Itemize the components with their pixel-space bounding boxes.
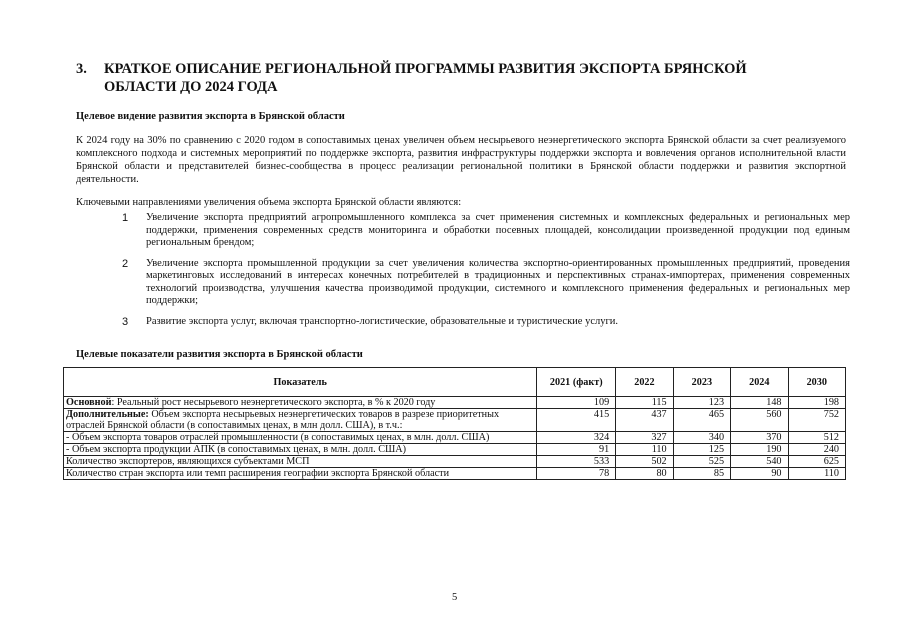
indicator-text: Объем экспорта несырьевых неэнергетических товаров в разрезе приоритетных отраслей Брянской области (в сопоставимых ценах, в млн долл. США), в т.ч.: bbox=[66, 409, 500, 431]
value-cell: 752 bbox=[788, 409, 846, 432]
table-row bbox=[64, 468, 846, 480]
list-item-text: Увеличение экспорта промышленной продукции за счет увеличения количества экспортно-ориентированных промышленных предприятий, проведения маркетинговых исследований в интересах конечных потребителей в традиционных и перспективных странах-импортерах, применения современных технологий производства, улучшения качества производимой продукции, системного и комплексного применения федеральных и региональных мер поддержки; bbox=[146, 257, 850, 306]
table-row bbox=[64, 432, 846, 444]
indicator-cell bbox=[64, 456, 537, 468]
list-item bbox=[122, 212, 850, 250]
value-cell: 437 bbox=[616, 409, 673, 432]
list-item-number: 2 bbox=[122, 257, 129, 270]
page-number: 5 bbox=[452, 592, 458, 603]
vision-heading: Целевое видение развития экспорта в Брянской области bbox=[76, 111, 345, 122]
value-cell: 370 bbox=[731, 432, 788, 444]
table-header-row bbox=[64, 368, 846, 397]
value-cell: 625 bbox=[788, 456, 846, 468]
indicator-text: Количество экспортеров, являющихся субъектами МСП bbox=[66, 456, 310, 467]
value-cell: 540 bbox=[731, 456, 788, 468]
indicators-heading: Целевые показатели развития экспорта в Брянской области bbox=[76, 349, 363, 360]
value-cell: 502 bbox=[616, 456, 673, 468]
vision-paragraph-text: К 2024 году на 30% по сравнению с 2020 годом в сопоставимых ценах увеличен объем несырьевого неэнергетического экспорта Брянской области за счет реализуемого комплексного подхода и системных мероприятий по поддержке экспорта, развития инфраструктуры поддержки экспорта и вовлечения органов исполнительной власти Брянской области и представителей бизнес-сообщества в процесс реализации региональной политики в Брянской области поддержки и развития экспортной деятельности. bbox=[76, 135, 846, 185]
indicator-cell bbox=[64, 468, 537, 480]
indicator-cell bbox=[64, 409, 537, 432]
value-cell: 80 bbox=[616, 468, 673, 480]
value-cell: 110 bbox=[616, 444, 673, 456]
indicator-cell bbox=[64, 432, 537, 444]
list-item-number: 1 bbox=[122, 212, 129, 224]
column-header: 2030 bbox=[788, 368, 846, 397]
value-cell: 125 bbox=[673, 444, 730, 456]
value-cell: 90 bbox=[731, 468, 788, 480]
value-cell: 340 bbox=[673, 432, 730, 444]
indicator-label: Дополнительные: bbox=[66, 409, 149, 420]
indicator-label: Основной bbox=[66, 397, 112, 408]
column-header: 2023 bbox=[673, 368, 730, 397]
vision-paragraph bbox=[76, 134, 846, 186]
indicator-text: Количество стран экспорта или темп расширения географии экспорта Брянской области bbox=[66, 468, 450, 479]
indicator-text: - Объем экспорта продукции АПК (в сопоставимых ценах, в млн. долл. США) bbox=[66, 444, 407, 455]
list-item bbox=[122, 258, 850, 308]
value-cell: 198 bbox=[788, 397, 846, 409]
indicator-cell bbox=[64, 397, 537, 409]
value-cell: 109 bbox=[537, 397, 616, 409]
value-cell: 78 bbox=[537, 468, 616, 480]
indicator-cell bbox=[64, 444, 537, 456]
column-header: 2024 bbox=[731, 368, 788, 397]
table-row bbox=[64, 444, 846, 456]
directions-list bbox=[122, 212, 850, 336]
value-cell: 525 bbox=[673, 456, 730, 468]
directions-lead: Ключевыми направлениями увеличения объема экспорта Брянской области являются: bbox=[76, 197, 462, 208]
list-item-text: Увеличение экспорта предприятий агропромышленного комплекса за счет применения системных и комплексных федеральных и региональных мер поддержки, применения современных средств мониторинга и обработки посевных площадей, консолидации произведенной продукции под единым региональным брендом; bbox=[146, 212, 850, 248]
value-cell: 324 bbox=[537, 432, 616, 444]
table-row bbox=[64, 397, 846, 409]
value-cell: 327 bbox=[616, 432, 673, 444]
indicators-table bbox=[63, 367, 846, 480]
value-cell: 560 bbox=[731, 409, 788, 432]
value-cell: 91 bbox=[537, 444, 616, 456]
column-header: 2022 bbox=[616, 368, 673, 397]
value-cell: 512 bbox=[788, 432, 846, 444]
value-cell: 190 bbox=[731, 444, 788, 456]
table-row bbox=[64, 409, 846, 432]
list-item bbox=[122, 316, 850, 329]
section-number: 3. bbox=[76, 61, 87, 77]
value-cell: 533 bbox=[537, 456, 616, 468]
value-cell: 415 bbox=[537, 409, 616, 432]
indicator-text: - Объем экспорта товаров отраслей промышленности (в сопоставимых ценах, в млн. долл. США) bbox=[66, 432, 490, 443]
table-row bbox=[64, 456, 846, 468]
column-header: Показатель bbox=[64, 368, 537, 397]
section-heading bbox=[76, 60, 806, 96]
value-cell: 240 bbox=[788, 444, 846, 456]
value-cell: 465 bbox=[673, 409, 730, 432]
value-cell: 123 bbox=[673, 397, 730, 409]
indicator-text: : Реальный рост несырьевого неэнергетического экспорта, в % к 2020 году bbox=[111, 397, 436, 408]
value-cell: 85 bbox=[673, 468, 730, 480]
list-item-number: 3 bbox=[122, 315, 129, 328]
column-header: 2021 (факт) bbox=[537, 368, 616, 397]
value-cell: 110 bbox=[788, 468, 846, 480]
value-cell: 115 bbox=[616, 397, 673, 409]
list-item-text: Развитие экспорта услуг, включая транспортно-логистические, образовательные и туристические услуги. bbox=[146, 315, 619, 327]
value-cell: 148 bbox=[731, 397, 788, 409]
section-title: КРАТКОЕ ОПИСАНИЕ РЕГИОНАЛЬНОЙ ПРОГРАММЫ РАЗВИТИЯ ЭКСПОРТА БРЯНСКОЙ ОБЛАСТИ ДО 2024 ГОДА bbox=[104, 61, 747, 95]
